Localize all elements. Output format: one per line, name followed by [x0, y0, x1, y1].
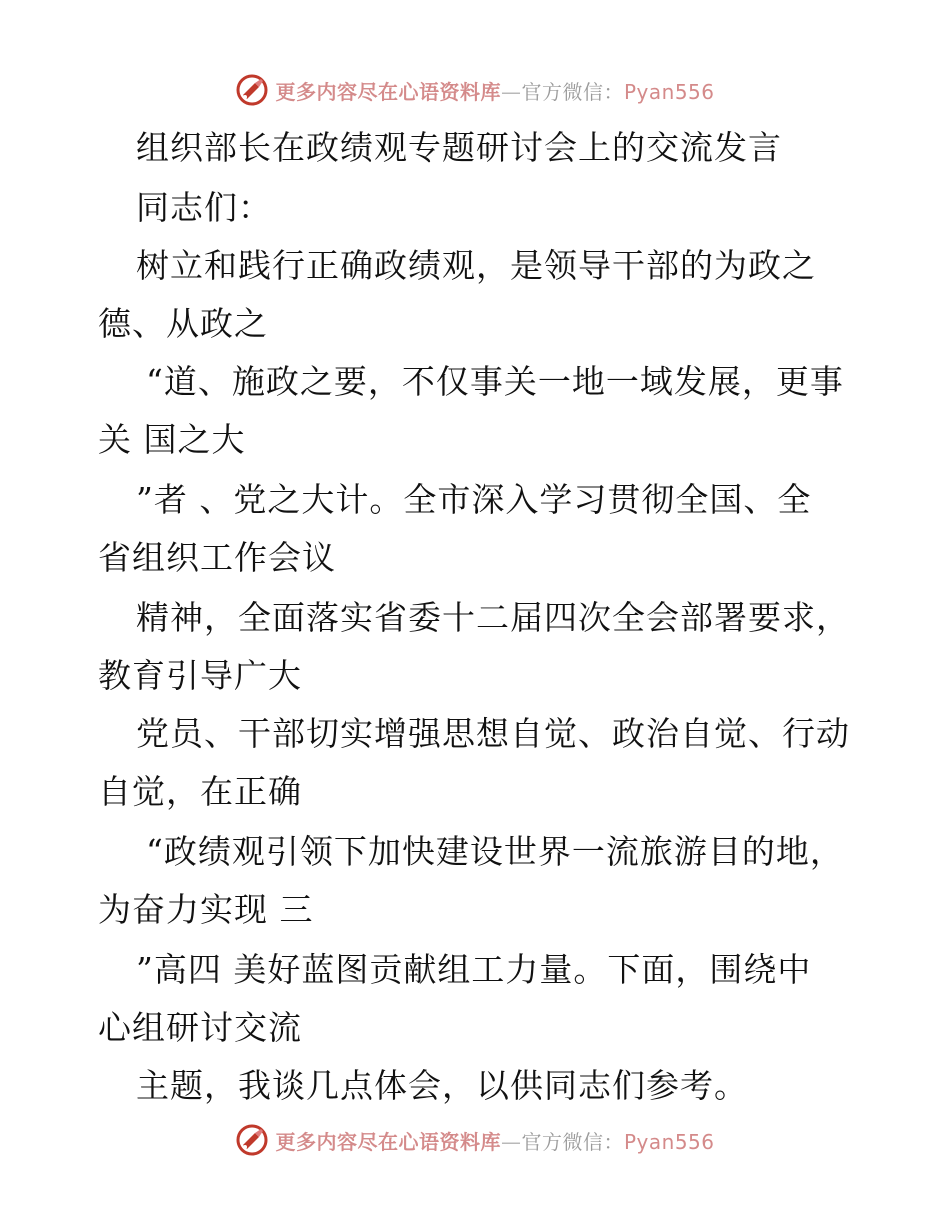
- paragraph-line: 心组研讨交流: [98, 1008, 302, 1047]
- header-banner-text: [275, 76, 714, 105]
- paragraph-line: 自觉，在正确: [98, 772, 302, 811]
- footer-banner: [0, 1120, 950, 1160]
- header-site-text: 更多内容尽在心语资料库: [275, 79, 501, 104]
- paragraph-line: “政绩观引领下加快建设世界一流旅游目的地，: [146, 832, 844, 871]
- paragraph-line: 德、从政之: [98, 304, 268, 343]
- paragraph-line: 关 国之大: [98, 420, 246, 459]
- header-separator: —: [500, 79, 522, 104]
- header-banner: [0, 70, 950, 110]
- document-salutation: 同志们：: [136, 188, 272, 227]
- paragraph-line: ”者 、党之大计。全市深入学习贯彻全国、全: [136, 480, 812, 519]
- brand-logo-icon: [235, 73, 269, 107]
- footer-banner-text: [275, 1126, 714, 1155]
- paragraph-line: ”高四 美好蓝图贡献组工力量。下面，围绕中: [136, 950, 812, 989]
- document-title: 组织部长在政绩观专题研讨会上的交流发言: [136, 128, 782, 167]
- header-wechat-id: Pyan556: [623, 79, 715, 104]
- paragraph-line: 党员、干部切实增强思想自觉、政治自觉、行动: [136, 714, 850, 753]
- paragraph-line: 教育引导广大: [98, 656, 302, 695]
- footer-wechat-label: 官方微信：: [521, 1129, 624, 1154]
- header-wechat-label: 官方微信：: [521, 79, 624, 104]
- brand-logo-icon: [235, 1123, 269, 1157]
- paragraph-line: 树立和践行正确政绩观，是领导干部的为政之: [136, 246, 816, 285]
- paragraph-line: 为奋力实现 三: [98, 890, 314, 929]
- paragraph-line: 精神，全面落实省委十二届四次全会部署要求，: [136, 598, 850, 637]
- footer-site-text: 更多内容尽在心语资料库: [275, 1129, 501, 1154]
- paragraph-line: “道、施政之要，不仅事关一地一域发展，更事: [146, 362, 844, 401]
- paragraph-line: 省组织工作会议: [98, 538, 336, 577]
- footer-wechat-id: Pyan556: [623, 1129, 715, 1154]
- paragraph-line: 主题，我谈几点体会，以供同志们参考。: [136, 1066, 748, 1105]
- footer-separator: —: [500, 1129, 522, 1154]
